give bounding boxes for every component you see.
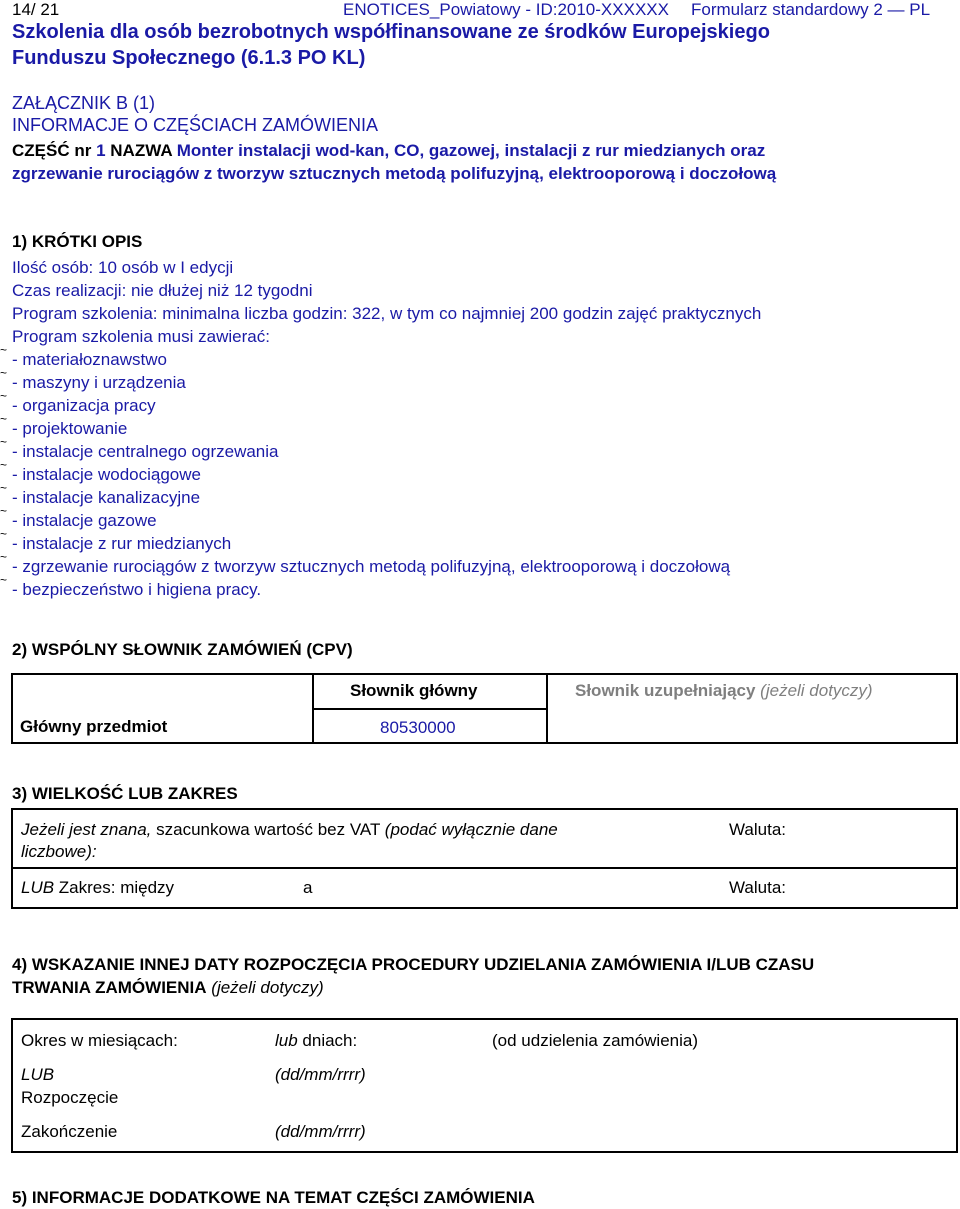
section5-heading: 5) INFORMACJE DODATKOWE NA TEMAT CZĘŚCI ZAMÓWIENIA (12, 1188, 535, 1207)
bullet-marker-icon: ~ (0, 412, 8, 426)
duration-lub-label: LUB (21, 1065, 55, 1084)
section1-list-item: - instalacje wodociągowe (12, 465, 201, 484)
scope-currency-label-1: Waluta: (729, 820, 787, 839)
bullet-marker-icon: ~ (0, 481, 8, 495)
duration-days-lub: lub (275, 1031, 298, 1050)
bullet-marker-icon: ~ (0, 573, 8, 587)
part-name-line2: zgrzewanie rurociągów z tworzyw sztucznych metodą polifuzyjną, elektrooporową i doczołową (12, 164, 777, 183)
scope-table (11, 808, 958, 909)
duration-from-award: (od udzielenia zamówienia) (492, 1031, 699, 1050)
section1-list-item: - instalacje z rur miedzianych (12, 534, 232, 553)
section2-heading: 2) WSPÓLNY SŁOWNIK ZAMÓWIEŃ (CPV) (12, 640, 353, 659)
notice-id: ENOTICES_Powiatowy - ID:2010-XXXXXX (343, 0, 669, 19)
section4-heading-title: TRWANIA ZAMÓWIENIA (12, 978, 207, 997)
form-name: Formularz standardowy 2 — PL (691, 0, 931, 19)
duration-end-label: Zakończenie (21, 1122, 118, 1141)
section1-list-item: - maszyny i urządzenia (12, 373, 186, 392)
cpv-supp-title: Słownik uzupełniający (575, 681, 756, 700)
document-title-line1: Szkolenia dla osób bezrobotnych współfinansowane ze środków Europejskiego (12, 21, 770, 43)
duration-days (275, 1031, 357, 1051)
bullet-marker-icon: ~ (0, 343, 8, 357)
cpv-divider-2 (546, 675, 548, 742)
section1-list-item: - bezpieczeństwo i higiena pracy. (12, 580, 262, 599)
scope-range (21, 878, 174, 898)
document-title-line2: Funduszu Społecznego (6.1.3 PO KL) (12, 47, 366, 69)
cpv-supp-header (575, 681, 873, 701)
scope-estimate-italic2: (podać wyłącznie dane (384, 820, 558, 839)
bullet-marker-icon: ~ (0, 550, 8, 564)
part-heading (12, 141, 765, 161)
bullet-marker-icon: ~ (0, 504, 8, 518)
part-name-label: NAZWA (110, 141, 172, 160)
part-name-line1: Monter instalacji wod-kan, CO, gazowej, instalacji z rur miedzianych oraz (176, 141, 766, 160)
scope-range-label: Zakres: między (54, 878, 175, 897)
scope-estimate-italic3: liczbowe): (21, 842, 97, 861)
scope-range-and: a (303, 878, 313, 897)
annex-title: ZAŁĄCZNIK B (1) (12, 93, 156, 113)
scope-currency-label-2: Waluta: (729, 878, 787, 897)
section4-heading-note: (jeżeli dotyczy) (211, 978, 324, 997)
duration-start-label: Rozpoczęcie (21, 1088, 119, 1107)
section1-list-item: - projektowanie (12, 419, 128, 438)
section4-heading-line2 (12, 978, 324, 998)
bullet-marker-icon: ~ (0, 389, 8, 403)
scope-estimate-italic1: Jeżeli jest znana, (21, 820, 152, 839)
duration-start-format: (dd/mm/rrrr) (275, 1065, 366, 1084)
section1-list-item: - materiałoznawstwo (12, 350, 167, 369)
section1-list-item: - instalacje kanalizacyjne (12, 488, 201, 507)
scope-estimate-text: szacunkowa wartość bez VAT (151, 820, 385, 839)
scope-divider (13, 867, 956, 869)
cpv-main-code: 80530000 (380, 718, 456, 737)
bullet-marker-icon: ~ (0, 366, 8, 380)
duration-table (11, 1018, 958, 1153)
part-prefix-label: CZĘŚĆ nr (12, 141, 92, 160)
section1-line: Czas realizacji: nie dłużej niż 12 tygodni (12, 281, 313, 300)
section1-line: Program szkolenia musi zawierać: (12, 327, 270, 346)
section1-line: Ilość osób: 10 osób w I edycji (12, 258, 234, 277)
section1-list-item: - zgrzewanie rurociągów z tworzyw sztucznych metodą polifuzyjną, elektrooporową i doczołową (12, 557, 731, 576)
bullet-marker-icon: ~ (0, 458, 8, 472)
duration-days-label: dniach: (297, 1031, 358, 1050)
scope-estimate-line1 (21, 820, 558, 840)
bullet-marker-icon: ~ (0, 527, 8, 541)
duration-months-label: Okres w miesiącach: (21, 1031, 178, 1050)
bullet-marker-icon: ~ (0, 435, 8, 449)
section1-line: Program szkolenia: minimalna liczba godzin: 322, w tym co najmniej 200 godzin zajęć praktycznych (12, 304, 762, 323)
cpv-main-header: Słownik główny (350, 681, 478, 700)
section1-list-item: - organizacja pracy (12, 396, 156, 415)
scope-range-lub: LUB (21, 878, 55, 897)
section1-heading: 1) KRÓTKI OPIS (12, 232, 143, 251)
page-number: 14/ 21 (12, 0, 60, 19)
section1-list-item: - instalacje centralnego ogrzewania (12, 442, 279, 461)
cpv-row-label: Główny przedmiot (20, 717, 168, 736)
annex-subtitle: INFORMACJE O CZĘŚCIACH ZAMÓWIENIA (12, 115, 379, 135)
cpv-supp-note: (jeżeli dotyczy) (760, 681, 873, 700)
part-number: 1 (96, 141, 106, 160)
section4-heading-line1: 4) WSKAZANIE INNEJ DATY ROZPOCZĘCIA PROCEDURY UDZIELANIA ZAMÓWIENIA I/LUB CZASU (12, 955, 815, 974)
duration-end-format: (dd/mm/rrrr) (275, 1122, 366, 1141)
cpv-divider-h (314, 708, 546, 710)
section3-heading: 3) WIELKOŚĆ LUB ZAKRES (12, 784, 238, 803)
section1-list-item: - instalacje gazowe (12, 511, 157, 530)
cpv-table (11, 673, 958, 744)
